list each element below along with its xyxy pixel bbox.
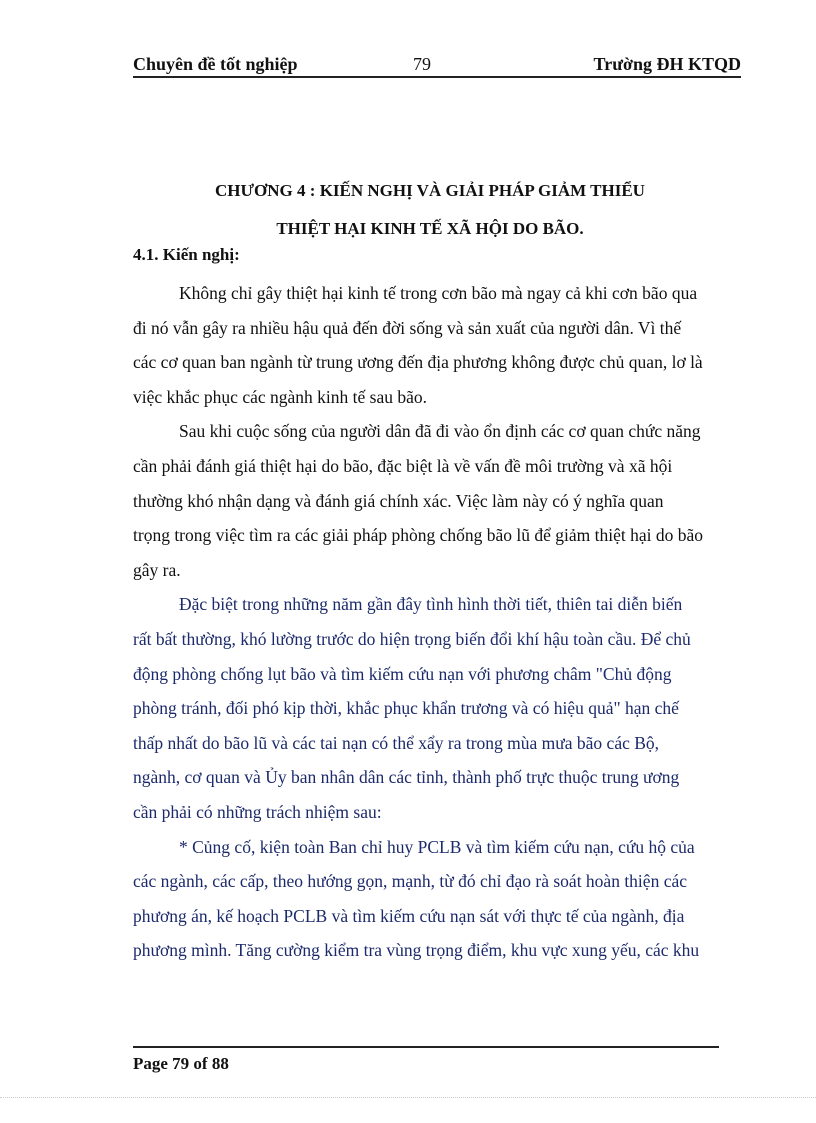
chapter-title-line-1: CHƯƠNG 4 : KIẾN NGHỊ VÀ GIẢI PHÁP GIẢM THIỂU [215,181,645,200]
body-line: các ngành, các cấp, theo hướng gọn, mạnh, từ đó chỉ đạo rà soát hoàn thiện các [133,871,687,892]
body-line: cần phải có những trách nhiệm sau: [133,801,382,822]
chapter-title-line-2: THIỆT HẠI KINH TẾ XÃ HỘI DO BÃO. [276,219,584,238]
section-heading: 4.1. Kiến nghị: [133,245,240,264]
body-line: cần phải đánh giá thiệt hại do bão, đặc biệt là về vấn đề môi trường và xã hội [133,455,673,476]
body-line: trọng trong việc tìm ra các giải pháp phòng chống bão lũ để giảm thiệt hại do bão [133,525,704,546]
chapter-title [133,172,727,248]
body-line: thường khó nhận dạng và đánh giá chính xác. Việc làm này có ý nghĩa quan [133,490,664,511]
body-line: * Củng cố, kiện toàn Ban chỉ huy PCLB và tìm kiếm cứu nạn, cứu hộ của [179,836,695,857]
body-line: gây ra. [133,559,181,580]
body-line: đi nó vẫn gây ra nhiều hậu quả đến đời sống và sản xuất của người dân. Vì thế [133,317,682,338]
body-line: phòng tránh, đối phó kịp thời, khắc phục khẩn trương và có hiệu quả" hạn chế [133,698,679,719]
page-header [133,52,741,78]
body-text [133,276,748,968]
header-university: Trường ĐH KTQD [593,54,741,74]
body-line: ngành, cơ quan và Ủy ban nhân dân các tỉnh, thành phố trực thuộc trung ương [133,767,680,788]
body-line: thấp nhất do bão lũ và các tai nạn có thể xẩy ra trong mùa mưa bão các Bộ, [133,732,660,753]
body-line: phương mình. Tăng cường kiểm tra vùng trọng điểm, khu vực xung yếu, các khu [133,940,700,961]
body-line: rất bất thường, khó lường trước do hiện trọng biến đổi khí hậu toàn cầu. Để chủ [133,628,691,649]
body-line: phương án, kế hoạch PCLB và tìm kiếm cứu nạn sát với thực tế của ngành, địa [133,905,685,926]
page-bottom-divider [0,1097,816,1099]
page-footer [133,1046,719,1077]
footer-page-label: Page 79 of 88 [133,1054,229,1073]
body-line: Sau khi cuộc sống của người dân đã đi vào ổn định các cơ quan chức năng [179,421,701,442]
header-thesis-label: Chuyên đề tốt nghiệp [133,54,298,74]
body-line: các cơ quan ban ngành từ trung ương đến địa phương không được chủ quan, lơ là [133,352,703,373]
header-page-number: 79 [413,54,431,74]
body-line: việc khắc phục các ngành kinh tế sau bão. [133,386,427,407]
body-line: Không chỉ gây thiệt hại kinh tế trong cơn bão mà ngay cả khi cơn bão qua [179,283,698,303]
body-line: động phòng chống lụt bão và tìm kiếm cứu nạn với phương châm "Chủ động [133,663,672,684]
body-line: Đặc biệt trong những năm gần đây tình hình thời tiết, thiên tai diễn biến [179,594,683,615]
